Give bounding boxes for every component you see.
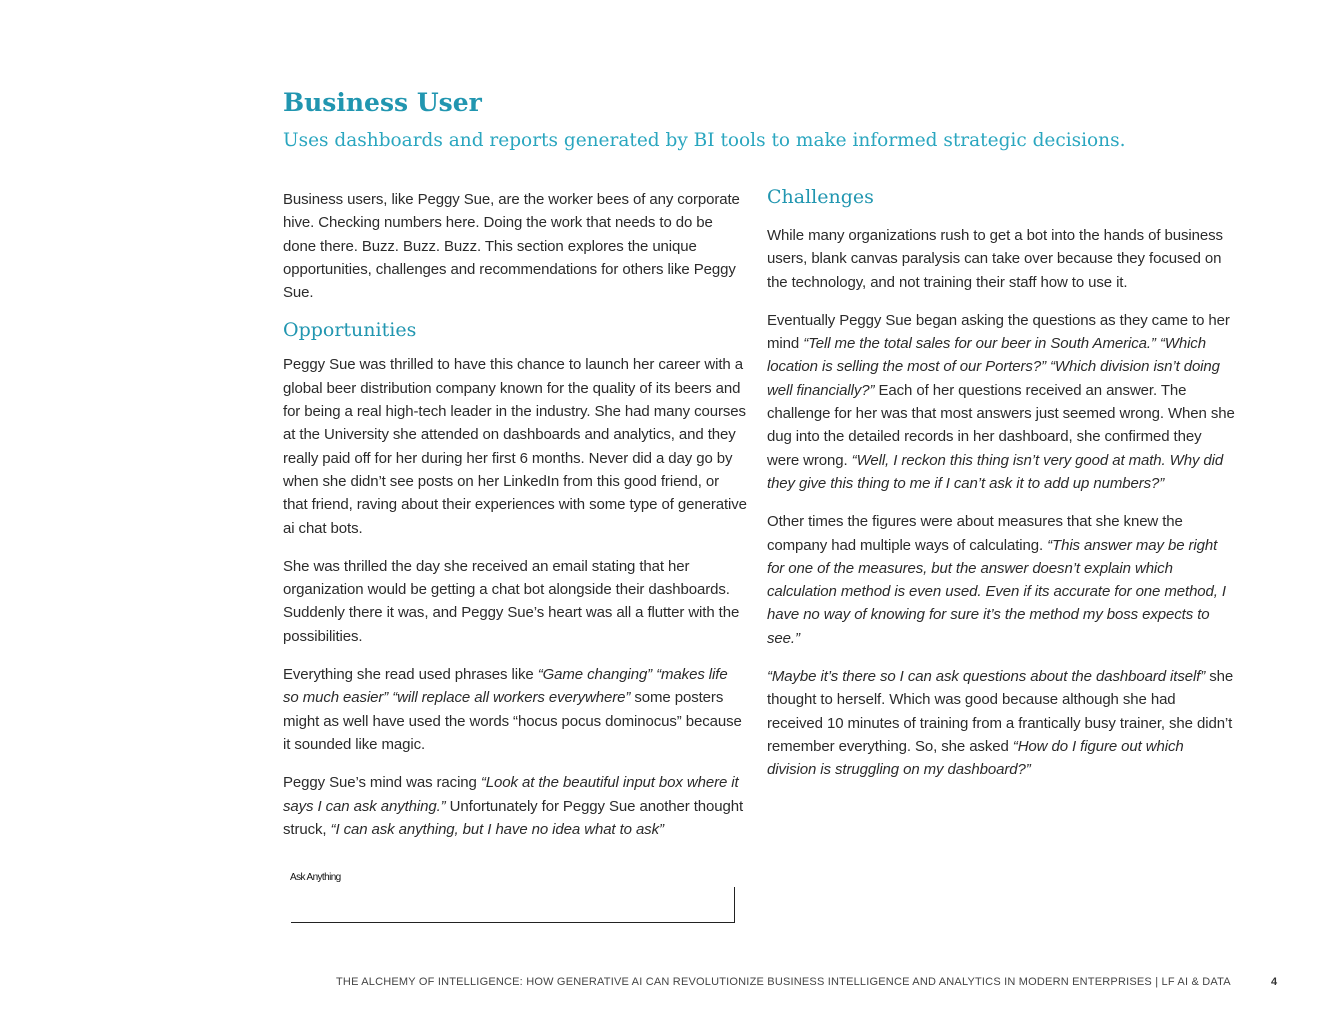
ask-anything-input[interactable]	[291, 887, 735, 923]
c4-quote-1: “Maybe it’s there so I can ask questions about the dashboard itself”	[767, 668, 1206, 686]
challenges-paragraph-1: While many organizations rush to get a bot into the hands of business users, blank canvas paralysis can take over because they focused on the technology, and not training their staff how to use it.	[767, 227, 1223, 291]
ask-anything-box	[290, 872, 736, 924]
challenges-paragraph-4	[767, 665, 1235, 781]
c3-text-a: Other times the figures were about measures that she knew the company had multiple ways of calculating.	[767, 513, 1183, 554]
opportunities-paragraph-3	[283, 663, 747, 756]
intro-paragraph: Business users, like Peggy Sue, are the worker bees of any corporate hive. Checking numbers here. Doing the work that needs to do be done there. Buzz. Buzz. Buzz. This section explores the unique opportunities, challenges and recommendations for others like Peggy Sue.	[283, 191, 740, 302]
c4-quote-2: “How do I figure out which division is struggling on my dashboard?”	[767, 737, 1184, 779]
p4-quote-2: “I can ask anything, but I have no idea what to ask”	[330, 820, 664, 838]
challenges-paragraph-2	[767, 309, 1235, 495]
c2-text-a: Eventually Peggy Sue began asking the questions as they came to her mind	[767, 311, 1230, 353]
opportunities-paragraph-2: She was thrilled the day she received an email stating that her organization would be getting a chat bot alongside their dashboards. Suddenly there it was, and Peggy Sue’s heart was all a flutter with the possibilities.	[283, 557, 740, 645]
c2-quote-1: “Tell me the total sales for our beer in South America.” “Which location is selling the most of our Porters?” “Which division isn’t doing well financially?”	[767, 335, 1220, 399]
opportunities-paragraph-4	[283, 771, 747, 841]
challenges-heading: Challenges	[767, 186, 874, 208]
left-column	[283, 188, 747, 856]
p4-text-a: Peggy Sue’s mind was racing	[283, 774, 481, 792]
ask-anything-label: Ask Anything	[290, 872, 341, 883]
c2-quote-2: “Well, I reckon this thing isn’t very good at math. Why did they give this thing to me if I can’t ask it to add up numbers?”	[767, 451, 1224, 492]
p4-quote-1: “Look at the beautiful input box where it says I can ask anything.”	[283, 774, 739, 815]
page-subtitle: Uses dashboards and reports generated by BI tools to make informed strategic decisions.	[283, 130, 1126, 151]
footer-text: THE ALCHEMY OF INTELLIGENCE: HOW GENERATIVE AI CAN REVOLUTIONIZE BUSINESS INTELLIGENCE AND ANALYTICS IN MODERN ENTERPRISES | LF AI & DATA	[336, 976, 1231, 988]
opportunities-heading: Opportunities	[283, 319, 417, 342]
challenges-paragraph-3	[767, 510, 1235, 650]
c4-text-a: she thought to herself. Which was good because although she had received 10 minutes of training from a frantically busy trainer, she didn’t remember everything. So, she asked	[767, 668, 1234, 755]
p3-text-b: some posters might as well have used the words “hocus pocus dominocus” because it sounded like magic.	[283, 689, 742, 753]
page-number: 4	[1271, 976, 1278, 988]
c3-quote: “This answer may be right for one of the measures, but the answer doesn’t explain which calculation method is even used. Even if its accurate for one method, I have no way of knowing for sure it’s the method my boss expects to see.”	[767, 536, 1226, 647]
p3-quote: “Game changing” “makes life so much easier” “will replace all workers everywhere”	[283, 666, 728, 707]
opportunities-paragraph-1: Peggy Sue was thrilled to have this chance to launch her career with a global beer distribution company known for the quality of its beers and for being a real high-tech leader in the industry. She had many courses at the University she attended on dashboards and analytics, and they really paid off for her during her first 6 months. Never did a day go by when she didn’t see posts on her LinkedIn from this good friend, or that friend, raving about their experiences with some type of generative ai chat bots.	[283, 356, 747, 537]
page-title: Business User	[283, 88, 482, 117]
p3-text-a: Everything she read used phrases like	[283, 666, 538, 684]
p4-text-b: Unfortunately for Peggy Sue another thought struck,	[283, 797, 744, 838]
c2-text-b: Each of her questions received an answer. The challenge for her was that most answers just seemed wrong. When she dug into the detailed records in her dashboard, she confirmed they were wrong.	[767, 381, 1235, 469]
right-column	[767, 186, 1235, 797]
